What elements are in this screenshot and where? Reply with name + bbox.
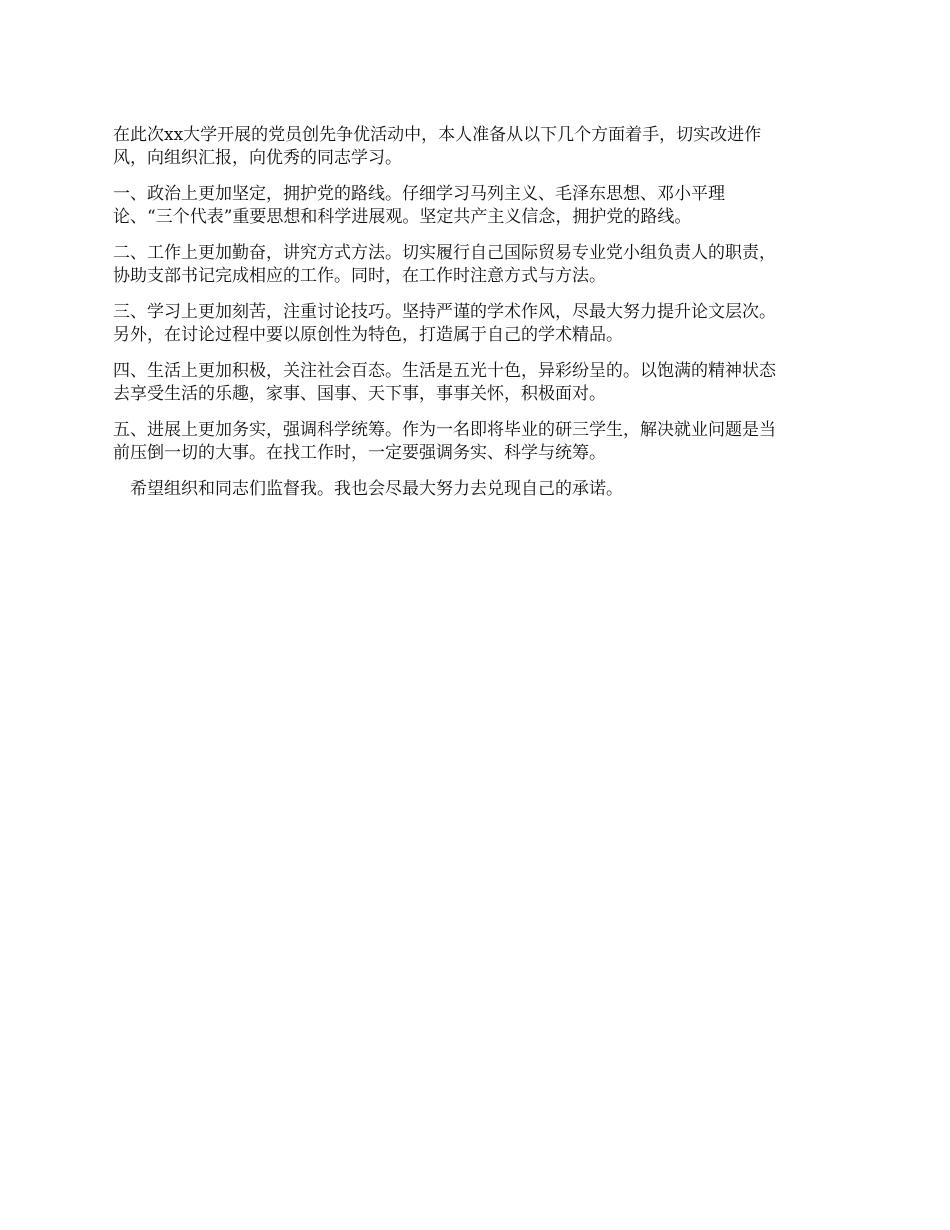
- text-line: 一、政治上更加坚定，拥护党的路线。仔细学习马列主义、毛泽东思想、邓小平理: [113, 184, 725, 204]
- point-two-paragraph: [113, 242, 850, 288]
- text-line: 四、生活上更加积极，关注社会百态。生活是五光十色，异彩纷呈的。以饱满的精神状态: [113, 361, 776, 381]
- text-line: 风，向组织汇报，向优秀的同志学习。: [113, 148, 402, 168]
- text-line: 希望组织和同志们监督我。我也会尽最大努力去兑现自己的承诺。: [130, 479, 623, 499]
- point-three-paragraph: [113, 301, 850, 347]
- text-line: 论、“三个代表”重要思想和科学进展观。坚定共产主义信念，拥护党的路线。: [113, 207, 692, 227]
- point-four-paragraph: [113, 360, 850, 406]
- text-line: 三、学习上更加刻苦，注重讨论技巧。坚持严谨的学术作风，尽最大努力提升论文层次。: [113, 302, 776, 322]
- point-one-paragraph: [113, 183, 850, 229]
- text-line: 在此次xx大学开展的党员创先争优活动中，本人准备从以下几个方面着手，切实改进作: [113, 125, 762, 145]
- text-line: 前压倒一切的大事。在找工作时，一定要强调务实、科学与统筹。: [113, 443, 606, 463]
- text-line: 协助支部书记完成相应的工作。同时，在工作时注意方式与方法。: [113, 266, 606, 286]
- point-five-paragraph: [113, 419, 850, 465]
- text-line: 二、工作上更加勤奋，讲究方式方法。切实履行自己国际贸易专业党小组负责人的职责，: [113, 243, 776, 263]
- text-line: 去享受生活的乐趣，家事、国事、天下事，事事关怀，积极面对。: [113, 384, 606, 404]
- closing-paragraph: [113, 478, 850, 501]
- text-line: 另外，在讨论过程中要以原创性为特色，打造属于自己的学术精品。: [113, 325, 623, 345]
- text-line: 五、进展上更加务实，强调科学统筹。作为一名即将毕业的研三学生，解决就业问题是当: [113, 420, 776, 440]
- intro-paragraph: [113, 124, 850, 170]
